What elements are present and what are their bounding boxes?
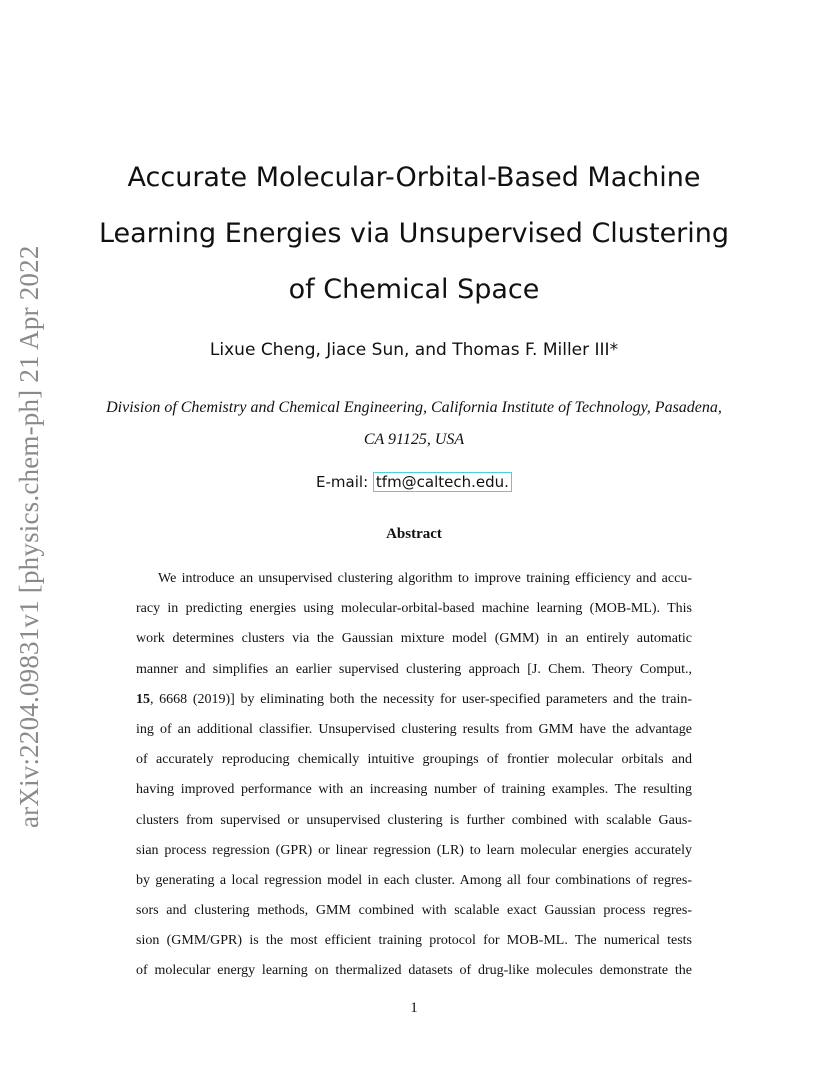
author-list: Lixue Cheng, Jiace Sun, and Thomas F. Miller III* — [209, 340, 619, 360]
title-line: Accurate Molecular-Orbital-Based Machine — [127, 162, 701, 193]
email-label: E-mail: — [316, 473, 373, 491]
abstract-line: of molecular energy learning on thermalized datasets of drug-like molecules demonstrate the — [136, 963, 692, 979]
abstract-line: ing of an additional classifier. Unsupervised clustering results from GMM have the advantage — [136, 721, 692, 737]
abstract-heading: Abstract — [386, 526, 442, 542]
abstract-line: work determines clusters via the Gaussian mixture model (GMM) in an entirely automatic — [136, 631, 692, 647]
abstract-line: by generating a local regression model in each cluster. Among all four combinations of regres- — [136, 872, 692, 888]
paper-title — [80, 150, 748, 318]
abstract-line: We introduce an unsupervised clustering algorithm to improve training efficiency and accu- — [158, 571, 692, 586]
abstract-line: sors and clustering methods, GMM combined with scalable exact Gaussian process regres- — [136, 903, 692, 919]
abstract-line: clusters from supervised or unsupervised clustering is further combined with scalable Gaus- — [136, 812, 692, 828]
title-line: of Chemical Space — [288, 274, 540, 305]
page-number: 1 — [410, 1000, 418, 1016]
arxiv-identifier-stamp: arXiv:2204.09831v1 [physics.chem-ph] 21 Apr 2022 — [14, 245, 44, 828]
affiliation-line: Division of Chemistry and Chemical Engineering, California Institute of Technology, Pasadena, — [106, 399, 722, 416]
email-line — [0, 472, 828, 492]
abstract-line: manner and simplifies an earlier supervised clustering approach [J. Chem. Theory Comput., — [136, 661, 692, 677]
abstract-line: of accurately reproducing chemically intuitive groupings of frontier molecular orbitals and — [136, 752, 692, 768]
email-link[interactable]: tfm@caltech.edu. — [373, 472, 512, 492]
title-line: Learning Energies via Unsupervised Clustering — [98, 218, 730, 249]
abstract-line: sian process regression (GPR) or linear regression (LR) to learn molecular energies accurately — [136, 842, 692, 858]
abstract-body — [136, 564, 692, 987]
affiliation-line: CA 91125, USA — [363, 431, 465, 448]
abstract-line: sion (GMM/GPR) is the most efficient training protocol for MOB-ML. The numerical tests — [136, 933, 692, 949]
abstract-line: having improved performance with an increasing number of training examples. The resulting — [136, 782, 692, 798]
abstract-line: 15, 6668 (2019)] by eliminating both the necessity for user-specified parameters and the train- — [136, 691, 692, 707]
affiliation — [90, 392, 738, 456]
abstract-line: racy in predicting energies using molecular-orbital-based machine learning (MOB-ML). This — [136, 601, 692, 617]
